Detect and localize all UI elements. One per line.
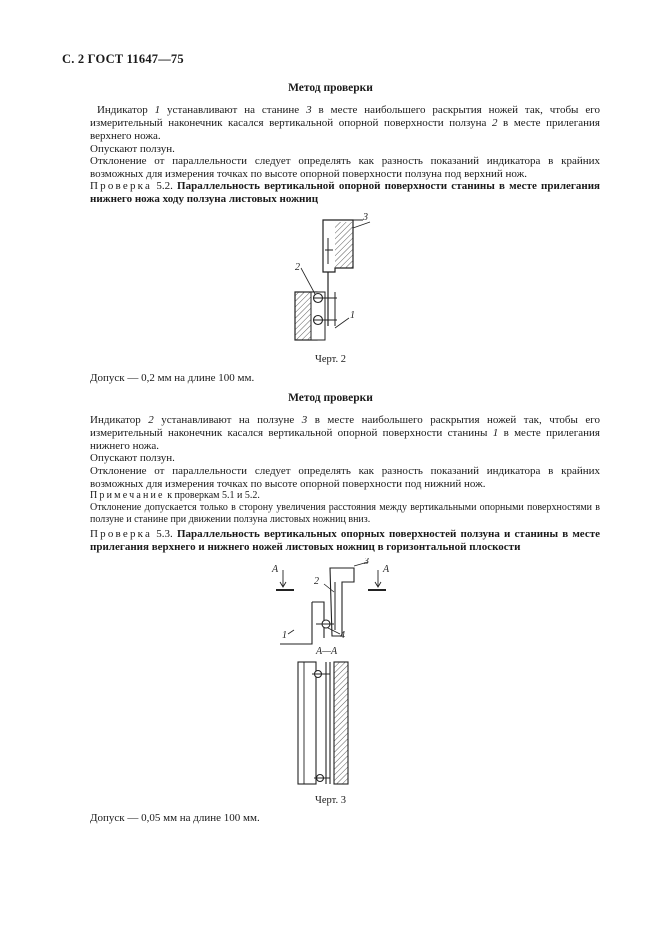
figure-3-label-1: 1 bbox=[282, 630, 287, 641]
note-5-1-5-2: Примечание к проверкам 5.1 и 5.2. bbox=[90, 490, 260, 501]
figure-3-section-label: А—А bbox=[316, 646, 338, 657]
note-text: Отклонение допускается только в сторону увеличения расстояния между вертикальными опорными поверхностями в ползуне и станине при движении ползуна листовых ножниц вниз. bbox=[90, 502, 600, 525]
figure-3-caption: Черт. 3 bbox=[315, 795, 346, 806]
figure-2-label-2: 2 bbox=[295, 262, 300, 273]
check-5-3-title: Проверка 5.3. Параллельность вертикальных опорных поверхностей ползуна и станины в месте прилегания верхнего и нижнего ножей листовых ножниц в горизонтальной плоскости bbox=[90, 528, 600, 553]
figure-2-label-1: 1 bbox=[350, 310, 355, 321]
section-heading-method-2: Метод проверки bbox=[288, 392, 373, 404]
figure-2-drawing bbox=[275, 208, 405, 358]
figure-2-caption: Черт. 2 bbox=[315, 354, 346, 365]
tolerance-5-2: Допуск — 0,2 мм на длине 100 мм. bbox=[90, 372, 255, 384]
method-1-paragraph-1: Индикатор 1 устанавливают на станине 3 в месте наибольшего раскрытия ножей так, чтобы его измерительный наконечник касался вертикальной опорной поверхности ползуна 2 в месте прилегания верхнего ножа. bbox=[90, 104, 600, 142]
tolerance-5-3: Допуск — 0,05 мм на длине 100 мм. bbox=[90, 812, 260, 824]
check-5-2-title: Проверка 5.2. Параллельность вертикальной опорной поверхности станины в месте прилегания нижнего ножа ходу ползуна листовых ножниц bbox=[90, 180, 601, 205]
figure-3-label-a-left: A bbox=[272, 564, 279, 575]
figure-2-label-3: 3 bbox=[363, 212, 368, 223]
figure-3-label-a-right: A bbox=[383, 564, 390, 575]
method-2-paragraph-2: Опускают ползун. bbox=[90, 452, 175, 464]
figure-3-label-2: 2 bbox=[314, 576, 319, 587]
method-2-paragraph-1: Индикатор 2 устанавливают на ползуне 3 в месте наибольшего раскрытия ножей так, чтобы его измерительный наконечник касался вертикальной опорной поверхности станины 1 в месте прилегания нижнего ножа. bbox=[90, 414, 600, 452]
section-heading-method-1: Метод проверки bbox=[288, 82, 373, 94]
method-1-paragraph-3: Отклонение от параллельности следует определять как разность показаний индикатора в крайних возможных для измерения точках по высоте опорной поверхности ползуна под верхний нож. bbox=[90, 155, 600, 180]
method-2-paragraph-3: Отклонение от параллельности следует определять как разность показаний индикатора в крайних возможных для измерения точках по высоте опорной поверхности под нижний нож. bbox=[90, 465, 600, 490]
page-header: С. 2 ГОСТ 11647—75 bbox=[62, 52, 184, 66]
figure-3-label-3: 3 bbox=[364, 558, 369, 567]
method-1-paragraph-2: Опускают ползун. bbox=[90, 143, 175, 155]
figure-3-drawing bbox=[268, 558, 418, 790]
figure-3-label-4: 4 bbox=[340, 630, 345, 641]
